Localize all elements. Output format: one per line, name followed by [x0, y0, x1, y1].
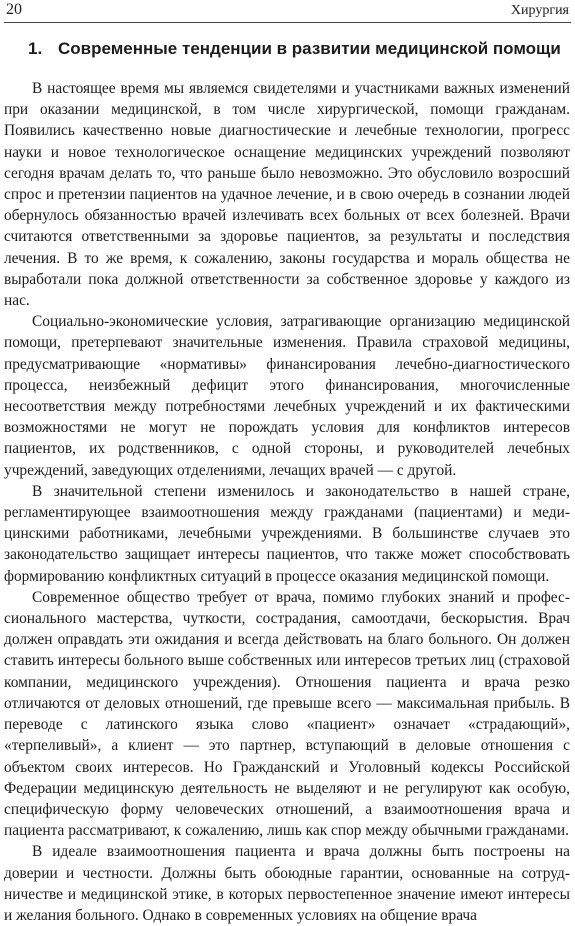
- body-text: [4, 78, 570, 926]
- paragraph: В идеале взаимоотношения пациента и врача должны быть построены на доверии и честности. Должны быть обоюдные гарантии, основанные на сотрудничестве и медицинской этике, в которых первостепенное значение имеют интересы и желания больного. Однако в современных условиях на общение врача: [4, 843, 570, 924]
- paragraph: В значительной степени изменилось и законодательство в нашей стране, регламентирующее взаимоотношения между гражданами (пациентами) и медицинскими работниками, лечебными учреждениями. В большинстве случаев это законодательство защищает интересы пациентов, что также может способствовать формированию конфликтных ситуаций в процессе оказания медицинской помощи.: [4, 482, 570, 585]
- section-heading: [28, 38, 568, 60]
- paragraph: Социально-экономические условия, затрагивающие организацию медицинской помощи, претерпевают значительные изменения. Правила страховой медицины, предусматривающие «нормативы» финансирования лечебно-диагностического процесса, неизбежный дефицит этого финансирования, многочисленные несоответствия между потребностями лечебных учреждений и их фактическими возможностями не могут не порождать условия для конфликтов интересов пациентов, их родственников, с одной стороны, и руководителей лечебных учреждений, заведующих отделениями, лечащих врачей — с другой.: [4, 313, 570, 479]
- paragraph: Современное общество требует от врача, помимо глубоких знаний и профессионального мастерства, чуткости, сострадания, самоотдачи, бескорыстия. Врач должен оправдать эти ожидания и всегда действовать на благо больного. Он должен ставить интересы больного выше собственных или интересов третьих лиц (страховой компании, медицинского учреждения). Отношения пациента и врача резко отличаются от деловых отношений, где превыше всего — максимальная прибыль. В переводе с латинского языка слово «пациент» означает «страдающий», «терпеливый», а клиент — это партнер, вступающий в деловые отношения с объектом своих интересов. Но Гражданский и Уголовный кодексы Российской Федерации медицинскую деятельность не выделяют и не регулируют как особую, специфическую форму человеческих отношений, а взаимоотношения врача и пациента рассматривают, к сожалению, лишь как спор между обычными гражданами.: [4, 588, 570, 840]
- section-title: Современные тенденции в развитии медицинской помощи: [58, 39, 561, 58]
- running-header: [4, 0, 571, 23]
- page-number: 20: [6, 1, 22, 18]
- section-number: 1.: [28, 39, 43, 58]
- paragraph: В настоящее время мы являемся свидетелями и участниками важных изменений при оказании медицинской, в том числе хирургической, помощи гражданам. Появились качественно новые диагностические и лечебные технологии, прогресс науки и новое технологическое оснащение медицинских учреждений позволяют сегодня врачам делать то, что раньше было невозможно. Это обусловило возросший спрос и претензии пациентов на удачное лечение, и в свою очередь в сознании людей обернулось обязанностью врачей излечивать всех больных от всех болезней. Врачи считаются ответственными за здоровье пациентов, за результаты и последствия лечения. В то же время, к сожалению, законы государства и мораль общества не выработали пока должной ответственности за собственное здоровье у каждого из нас.: [4, 80, 570, 310]
- running-title: Хирургия: [510, 3, 569, 18]
